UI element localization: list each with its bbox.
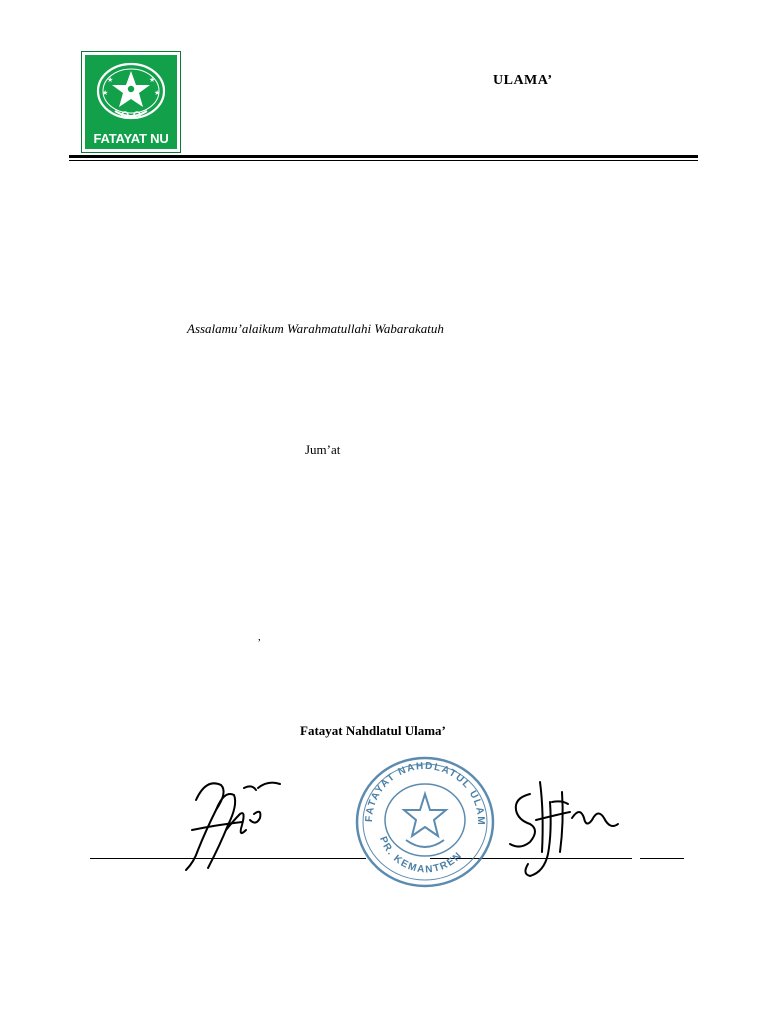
- official-stamp-image: [345, 742, 500, 890]
- header-rule-thick: [69, 155, 698, 158]
- right-signature-image: [500, 772, 625, 884]
- svg-text:★: ★: [149, 76, 156, 84]
- comma-mark: ,: [258, 631, 261, 643]
- day-label: Jum’at: [305, 442, 341, 457]
- svg-text:★: ★: [107, 76, 114, 84]
- signature-line-tail: [640, 858, 684, 859]
- svg-text:★: ★: [154, 89, 161, 97]
- stamp-bottom-text: PR. KEMANTREN: [377, 835, 465, 876]
- fatayat-nu-logo: [82, 52, 180, 152]
- svg-text:★: ★: [102, 89, 109, 97]
- signoff-org-name: Fatayat Nahdlatul Ulama’: [300, 723, 446, 738]
- logo-text: FATAYAT NU: [93, 131, 169, 146]
- header-rule-thin: [69, 160, 698, 161]
- left-signature-image: [176, 770, 286, 880]
- greeting: Assalamu’alaikum Warahmatullahi Wabarakatuh: [187, 321, 444, 336]
- org-title: ULAMA’: [493, 73, 553, 88]
- stamp-top-text: FATAYAT NAHDLATUL ULAMA: [345, 742, 487, 827]
